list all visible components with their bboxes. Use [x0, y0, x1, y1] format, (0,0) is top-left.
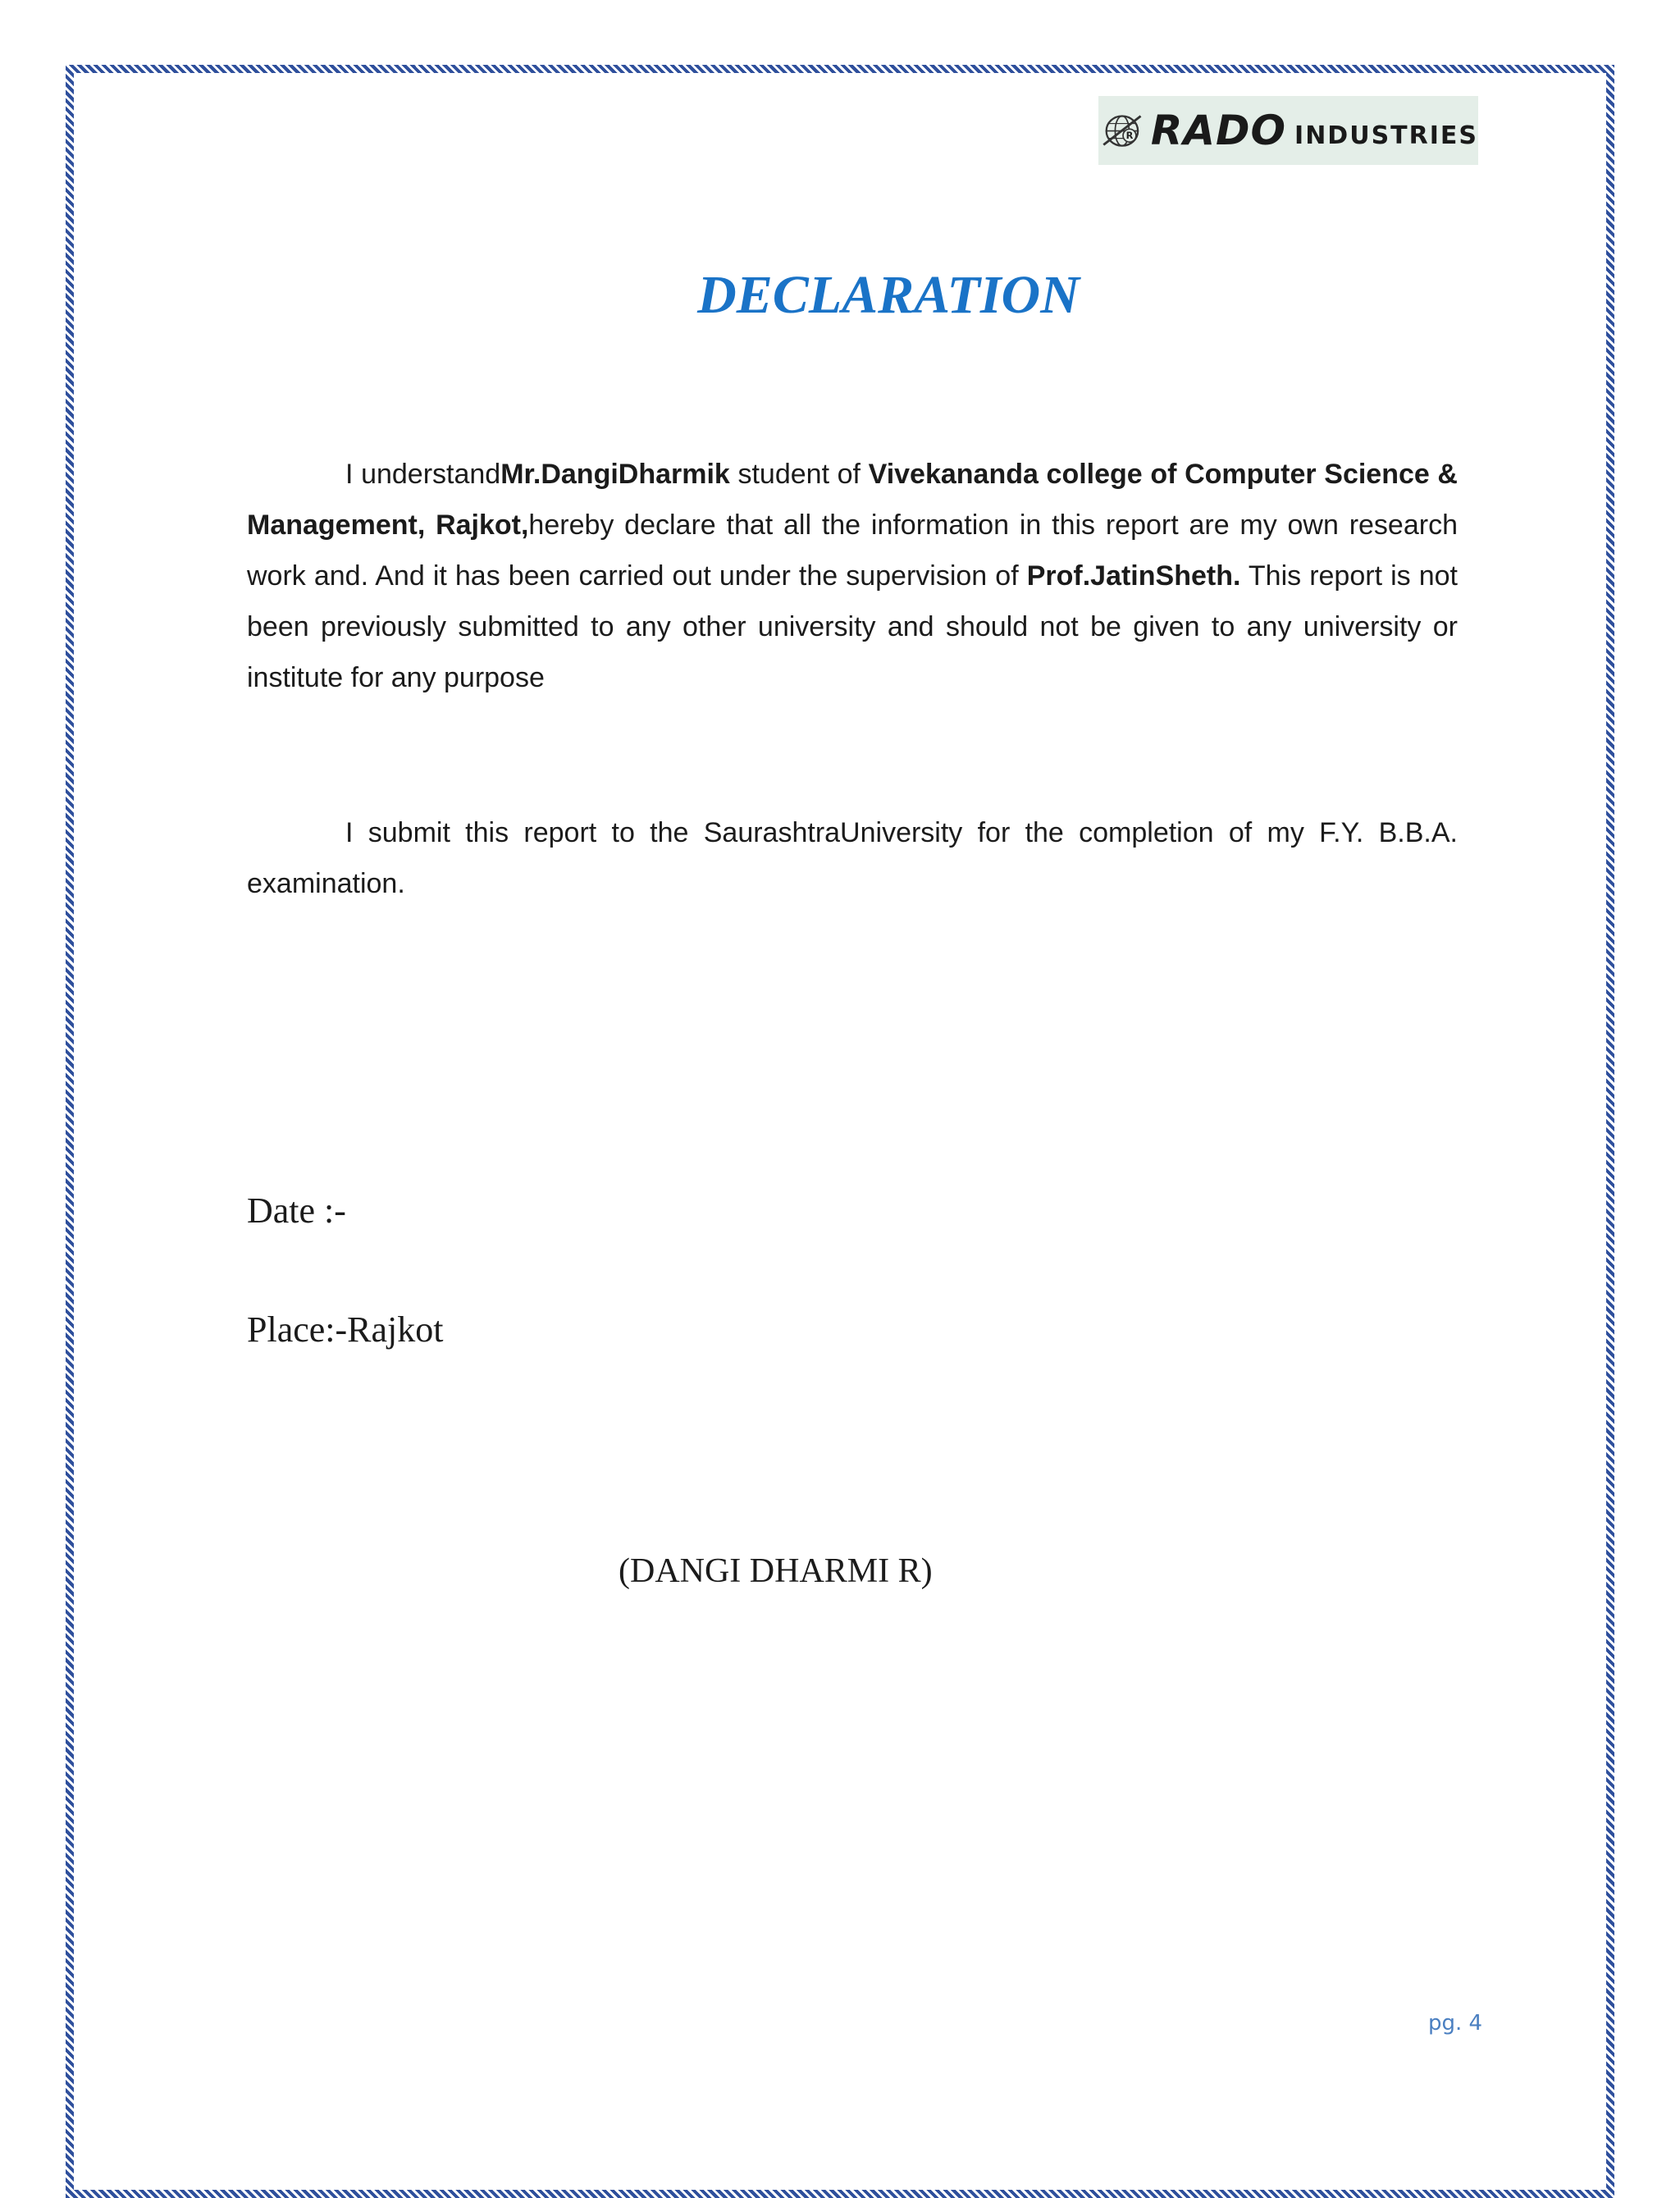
svg-text:R: R — [1125, 130, 1134, 142]
supervisor-name: Prof.JatinSheth. — [1026, 560, 1241, 592]
page-border — [66, 65, 1614, 2198]
declaration-paragraph — [247, 449, 1458, 703]
college-name: Vivekananda college of Computer Science & Management, Rajkot, — [247, 459, 1458, 541]
logo-brand-text: RADO — [1150, 107, 1287, 154]
page-title: DECLARATION — [697, 265, 1080, 325]
paragraph-text: I understand — [345, 459, 501, 490]
logo-suffix-text: INDUSTRIES — [1294, 121, 1478, 150]
paragraph-text: This report is not been previously submitted to any other university and should not be given to any university or institute for any purpose — [247, 560, 1458, 693]
student-name: Mr.DangiDharmik — [500, 459, 730, 490]
globe-logo-icon — [1102, 98, 1143, 162]
paragraph-text: hereby declare that all the information in this report are my own research work and. And it has been carried out under the supervision of — [247, 510, 1458, 592]
date-label: Date :- — [247, 1190, 346, 1231]
signature-name: (DANGI DHARMI R) — [619, 1552, 933, 1590]
company-logo — [1098, 96, 1478, 165]
paragraph-text: student of — [729, 459, 869, 490]
submission-paragraph: I submit this report to the SaurashtraUniversity for the completion of my F.Y. B.B.A. examination. — [247, 817, 1458, 899]
page-number: pg. 4 — [1428, 2011, 1483, 2036]
place-label: Place:-Rajkot — [247, 1309, 444, 1350]
